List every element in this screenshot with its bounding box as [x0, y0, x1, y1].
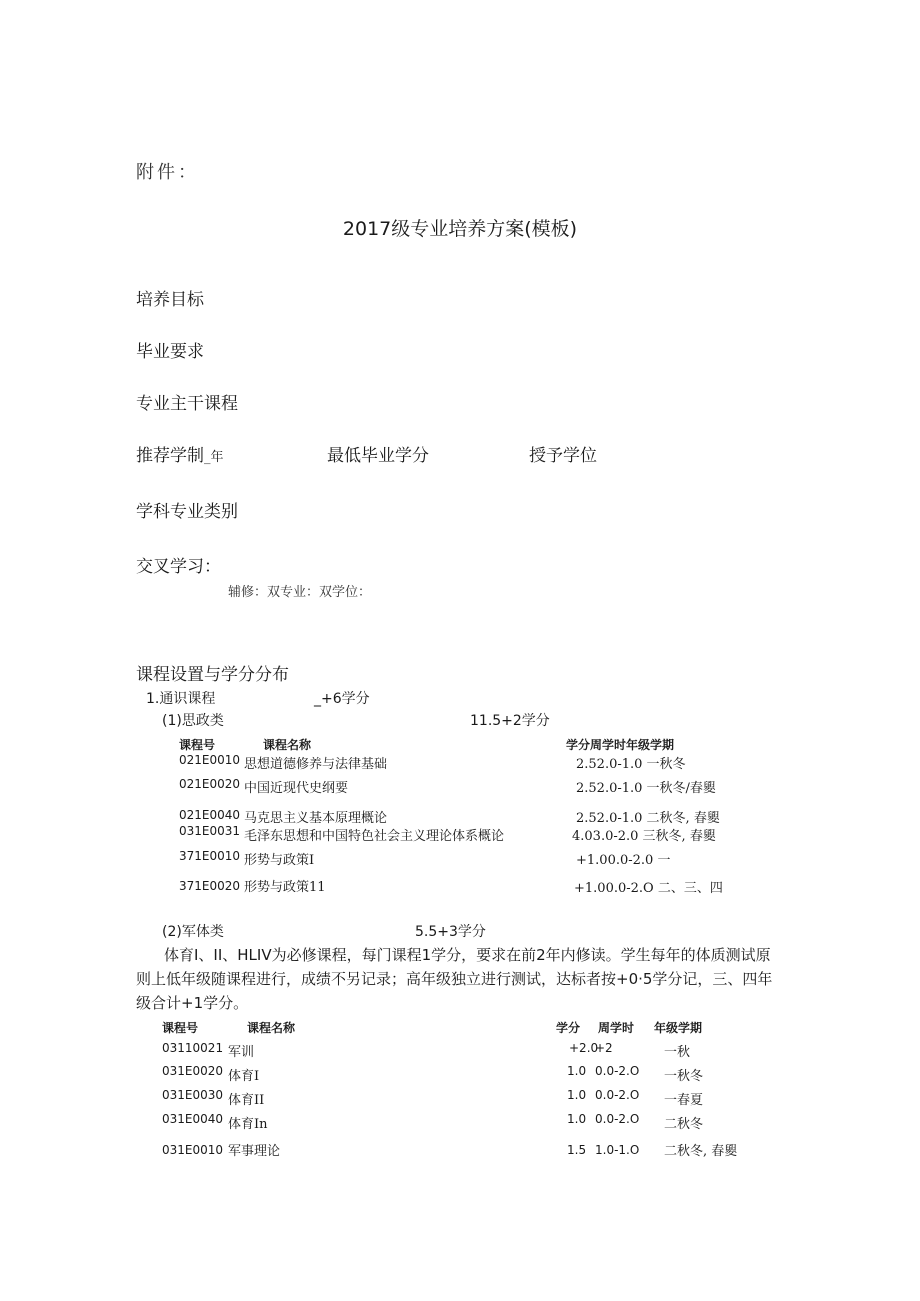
heading-main-courses: 专业主干课程 [136, 394, 238, 414]
course-name: 思想道德修养与法律基础 [244, 757, 388, 772]
course-credit: 1.0 [567, 1112, 587, 1126]
attachment-label: 附件： [136, 162, 199, 183]
course-code: 021E0040 [179, 808, 241, 822]
military-header-name: 课程名称 [247, 1021, 296, 1035]
course-term: 一秋冬 [664, 1069, 704, 1084]
course-term: 一秋 [664, 1045, 691, 1060]
course-credit: 1.0 [567, 1064, 587, 1078]
course-code: 031E0030 [162, 1088, 224, 1102]
course-credit: 1.5 [567, 1143, 587, 1157]
course-name: 中国近现代史纲要 [244, 781, 349, 796]
course-code: 371E0010 [179, 849, 241, 863]
course-name: 体育II [228, 1093, 265, 1108]
heading-course-setup: 课程设置与学分分布 [136, 665, 289, 685]
military-header-term: 年级学期 [654, 1021, 703, 1035]
course-hours: 0.0-2.O [595, 1088, 640, 1102]
course-info: +1.00.0-2.0 一 [576, 853, 671, 868]
political-credits: 11.5+2学分 [470, 713, 550, 729]
course-info: 4.03.0-2.0 三秋冬, 春夓 [572, 829, 716, 844]
course-term: 二秋冬 [664, 1117, 704, 1132]
political-header-rest: 学分周学时年级学期 [566, 738, 675, 752]
course-info: 2.52.0-1.0 一秋冬/春夓 [576, 781, 716, 796]
course-term: 一春夏 [664, 1093, 704, 1108]
min-credits-label: 最低毕业学分 [327, 446, 429, 466]
course-hours: 0.0-2.O [595, 1112, 640, 1126]
course-name: 体育In [228, 1117, 268, 1132]
course-code: 021E0020 [179, 777, 241, 791]
course-hours: 0.0-2.O [595, 1064, 640, 1078]
heading-cross-study: 交叉学习： [136, 557, 221, 577]
course-name: 形势与政策I [244, 853, 315, 868]
course-term: 二秋冬, 春夓 [664, 1144, 738, 1159]
heading-goal: 培养目标 [136, 290, 204, 310]
military-header-credit: 学分 [556, 1021, 581, 1035]
duration-suffix: _年 [204, 450, 224, 465]
political-header-code: 课程号 [179, 738, 216, 752]
course-name: 形势与政策11 [244, 880, 326, 895]
duration-row [136, 441, 224, 466]
course-code: 031E0031 [179, 824, 241, 838]
page-title: 2017级专业培养方案(模板) [342, 218, 578, 240]
military-credits: 5.5+3学分 [415, 924, 486, 940]
course-code: 031E0010 [162, 1143, 224, 1157]
course-name: 体育I [228, 1069, 260, 1084]
course-code: 371E0020 [179, 879, 241, 893]
course-code: 021E0010 [179, 753, 241, 767]
heading-requirements: 毕业要求 [136, 342, 204, 362]
course-name: 军训 [228, 1045, 255, 1060]
military-paragraph: 体育I、II、HLIV为必修课程，每门课程1学分，要求在前2年内修读。学生每年的体质测试原则上低年级随课程进行，成绩不另记录；高年级独立进行测试，达标者按+0·5学分记，三、四年级合计+1学分。 [136, 946, 773, 1012]
heading-category: 学科专业类别 [136, 502, 238, 522]
course-code: 031E0040 [162, 1112, 224, 1126]
degree-label: 授予学位 [529, 446, 597, 466]
political-header-name: 课程名称 [263, 738, 312, 752]
course-info: +1.00.0-2.O 二、三、四 [574, 881, 723, 896]
general-credits: _+6学分 [314, 691, 370, 707]
course-info: 2.52.0-1.0 一秋冬 [576, 757, 686, 772]
course-credit: 1.0 [567, 1088, 587, 1102]
course-hours: 1.0-1.O [595, 1143, 640, 1157]
course-name: 毛泽东思想和中国特色社会主义理论体系概论 [244, 829, 505, 844]
military-header-code: 课程号 [162, 1021, 199, 1035]
course-code: 03110021 [162, 1041, 224, 1055]
course-credit: +2.0 [569, 1041, 599, 1055]
course-info: 2.52.0-1.0 二秋冬, 春夓 [576, 811, 720, 826]
course-name: 马克思主义基本原理概论 [244, 811, 388, 826]
political-label: (1)思政类 [162, 713, 224, 729]
course-code: 031E0020 [162, 1064, 224, 1078]
duration-label: 推荐学制 [136, 446, 204, 466]
course-hours: +2 [595, 1041, 613, 1055]
cross-options: 辅修：双专业：双学位： [228, 585, 372, 600]
military-header-hours: 周学时 [598, 1021, 635, 1035]
general-label: 1.通识课程 [146, 691, 216, 707]
course-name: 军事理论 [228, 1144, 281, 1159]
military-label: (2)军体类 [162, 924, 224, 940]
